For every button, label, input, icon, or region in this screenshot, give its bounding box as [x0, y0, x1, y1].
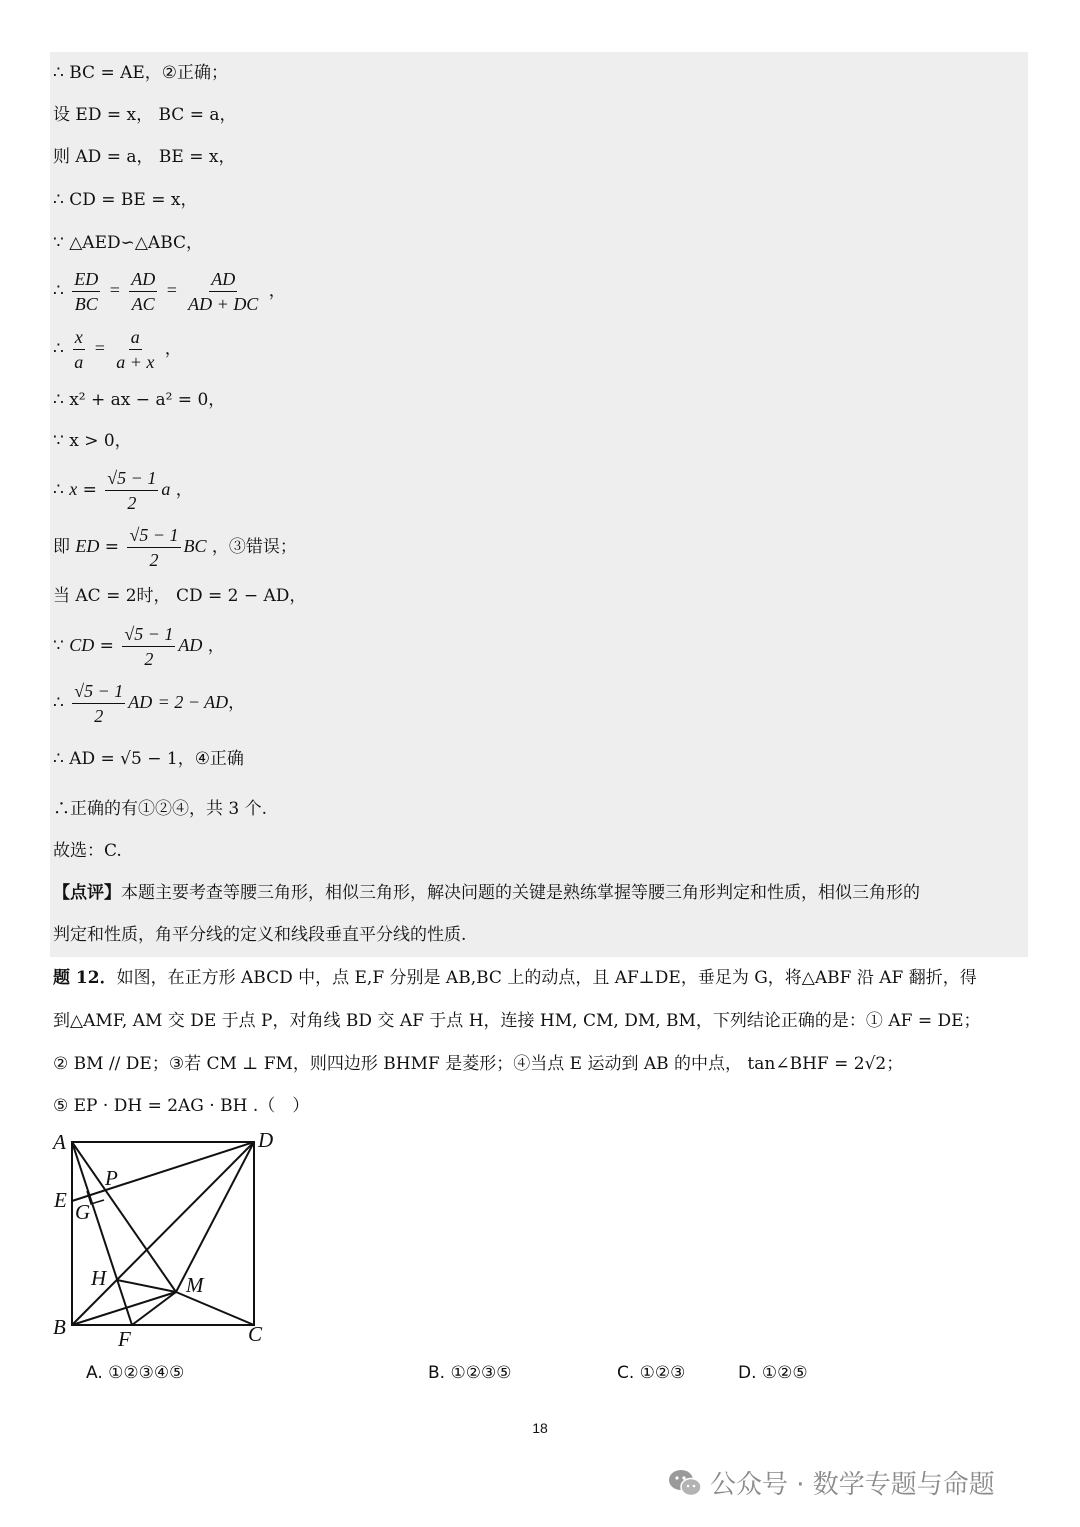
problem-line-3: ② BM // DE；③若 CM ⊥ FM，则四边形 BHMF 是菱形；④当点 E 运动到 AB 的中点， tan∠BHF = 2√2；	[53, 1054, 904, 1074]
problem-text-1: 如图，在正方形 ABCD 中，点 E,F 分别是 AB,BC 上的动点，且 AF⊥DE，垂足为 G，将△ABF 沿 AF 翻折，得	[116, 968, 977, 988]
page-number: 18	[532, 1420, 548, 1436]
solution-line-13: ∵ CD = $\frac{√5 - 1}{2}$ AD ，	[53, 624, 225, 669]
solution-shaded-box	[50, 52, 1028, 957]
fraction-x-a: $\frac{x}{a}$	[74, 327, 84, 372]
option-c[interactable]: C. ①②③	[617, 1363, 686, 1383]
fraction-ed-bc: $\frac{ED}{BC}$	[74, 269, 99, 314]
label-p: P	[105, 1166, 118, 1190]
problem-line-4: ⑤ EP · DH = 2AG · BH .（ ）	[53, 1096, 310, 1116]
label-e: E	[54, 1188, 67, 1212]
problem-line-1	[53, 967, 977, 989]
label-a: A	[53, 1130, 66, 1154]
fraction-sqrt5-1-over-2: $\frac{√5 - 1}{2}$	[124, 624, 174, 669]
solution-line-8: ∴ x² + ax − a² = 0，	[53, 390, 226, 410]
solution-line-9: ∵ x > 0，	[53, 431, 132, 451]
fraction-sqrt5-1-over-2: $\frac{√5 - 1}{2}$	[74, 681, 124, 726]
option-b[interactable]: B. ①②③⑤	[428, 1363, 512, 1383]
solution-line-7: ∴ $\frac{x}{a}$ = $\frac{a}{a + x}$ ，	[53, 327, 182, 372]
label-h: H	[91, 1266, 107, 1290]
solution-line-17: 故选：C.	[53, 841, 122, 861]
fraction-ad-adplusdc: $\frac{AD}{AD + DC}$	[188, 269, 259, 314]
label-f: F	[118, 1327, 131, 1351]
watermark-text: 公众号 · 数学专题与命题	[710, 1470, 995, 1500]
segment-de	[72, 1142, 254, 1201]
solution-line-1: ∴ BC = AE，②正确；	[53, 63, 229, 83]
solution-line-15: ∴ AD = √5 − 1，④正确	[53, 749, 244, 769]
solution-line-12: 当 AC = 2时， CD = 2 − AD，	[53, 586, 307, 606]
label-d: D	[258, 1128, 274, 1152]
solution-line-2: 设 ED = x， BC = a，	[53, 105, 237, 125]
comment-line-2: 判定和性质，角平分线的定义和线段垂直平分线的性质.	[53, 925, 467, 945]
segment-fm	[132, 1292, 176, 1325]
solution-line-14: ∴ $\frac{√5 - 1}{2}$ AD = 2 − AD，	[53, 681, 246, 726]
solution-line-3: 则 AD = a， BE = x，	[53, 147, 236, 167]
segment-hm	[117, 1280, 176, 1292]
label-m: M	[186, 1273, 204, 1297]
solution-line-5: ∵ △AED∽△ABC，	[53, 233, 204, 253]
comment-label: 【点评】	[53, 883, 121, 903]
option-d[interactable]: D. ①②⑤	[738, 1363, 808, 1383]
comment-line-1	[53, 882, 920, 904]
problem-line-2: 到△AMF, AM 交 DE 于点 P，对角线 BD 交 AF 于点 H，连接 HM, CM, DM, BM，下列结论正确的是：① AF = DE；	[53, 1011, 981, 1031]
diagonal-bd	[72, 1142, 254, 1325]
solution-line-6: ∴ $\frac{ED}{BC}$ = $\frac{AD}{AC}$ = $\frac{AD}{AD + DC}$ ，	[53, 269, 286, 314]
option-a[interactable]: A. ①②③④⑤	[86, 1363, 185, 1383]
fraction-a-aplusx: $\frac{a}{a + x}$	[116, 327, 155, 372]
label-g: G	[75, 1200, 91, 1224]
solution-line-10: ∴ x = $\frac{√5 - 1}{2}$ a ，	[53, 468, 193, 513]
square-figure	[48, 1125, 288, 1355]
fraction-sqrt5-1-over-2: $\frac{√5 - 1}{2}$	[129, 525, 179, 570]
fraction-sqrt5-1-over-2: $\frac{√5 - 1}{2}$	[107, 468, 157, 513]
label-b: B	[53, 1315, 66, 1339]
wechat-icon	[668, 1468, 702, 1498]
solution-line-16: ∴正确的有①②④，共 3 个.	[53, 799, 268, 819]
segment-af	[72, 1142, 132, 1325]
fraction-ad-ac: $\frac{AD}{AC}$	[131, 269, 156, 314]
label-c: C	[248, 1322, 263, 1346]
comment-text-1: 本题主要考查等腰三角形，相似三角形，解决问题的关键是熟练掌握等腰三角形判定和性质，相似三角形的	[121, 883, 920, 903]
solution-line-11: 即 ED = $\frac{√5 - 1}{2}$ BC ，③错误；	[53, 525, 297, 570]
problem-number: 题 12．	[53, 968, 117, 988]
solution-line-4: ∴ CD = BE = x，	[53, 190, 198, 210]
watermark	[668, 1464, 995, 1501]
